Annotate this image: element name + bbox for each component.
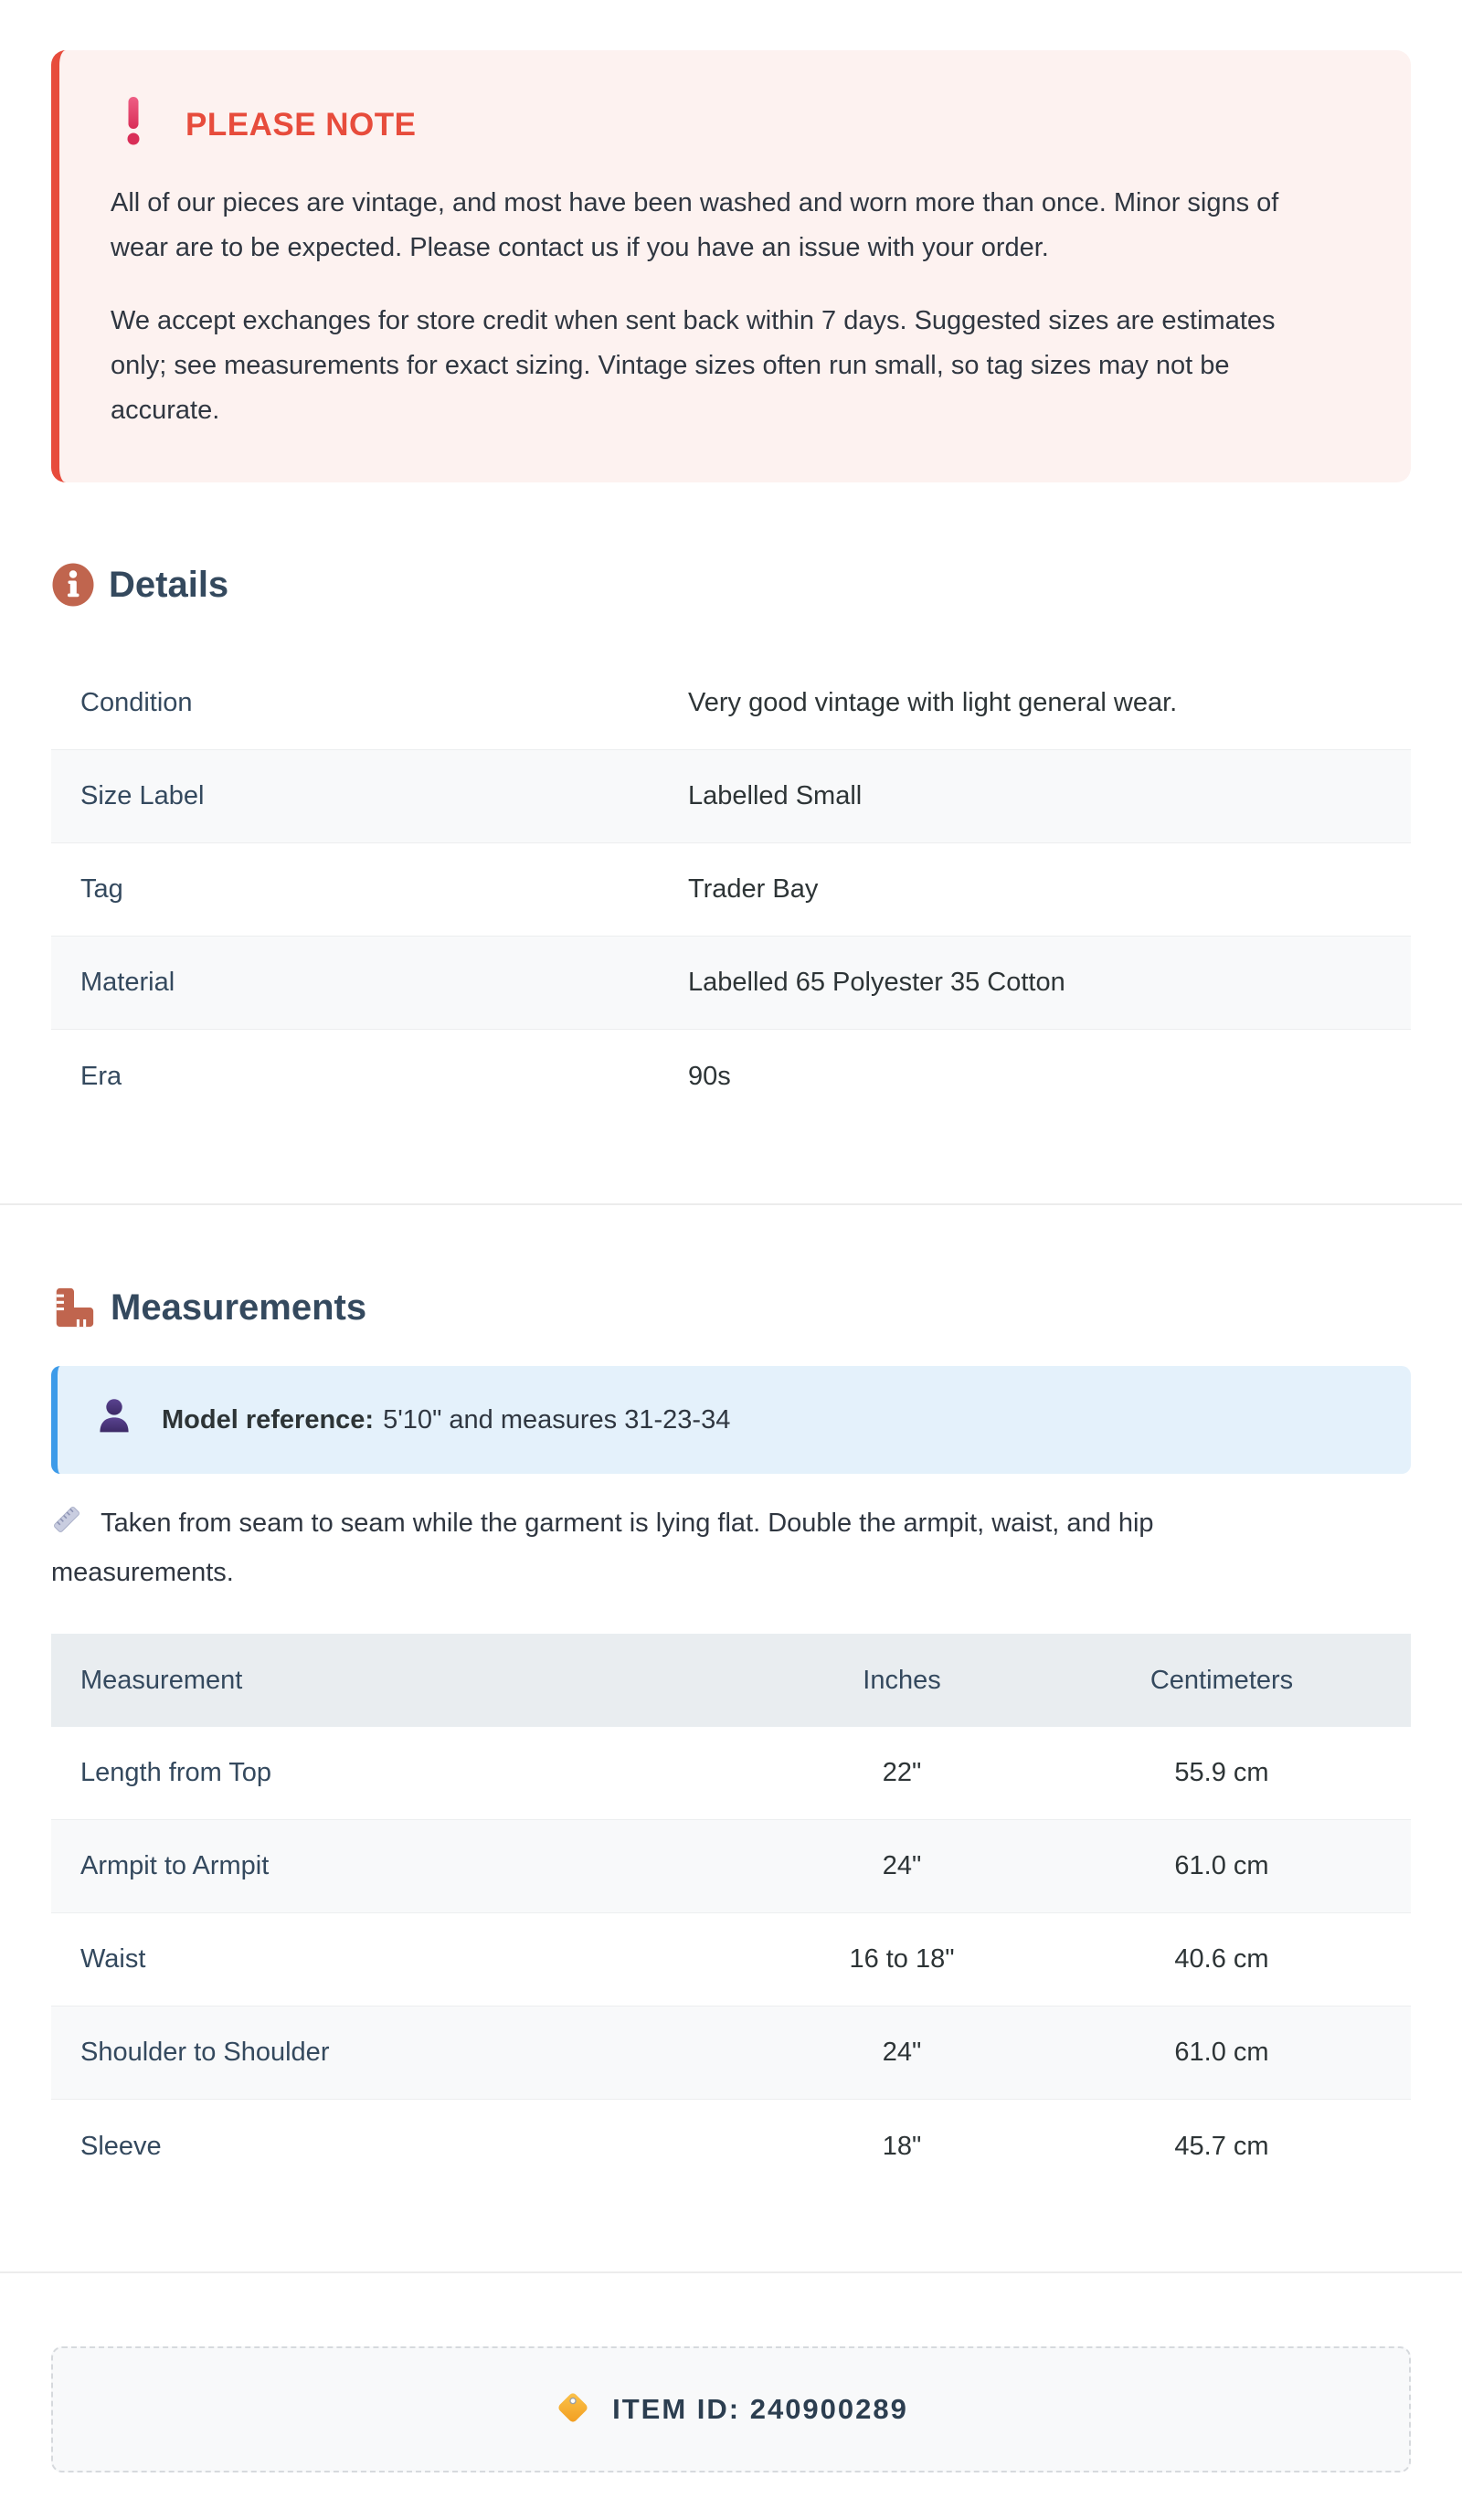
details-heading [51, 563, 1411, 607]
table-header-row [51, 1634, 1411, 1727]
table-row [51, 657, 1411, 750]
details-table [51, 657, 1411, 1123]
cm-value: 55.9 cm [1174, 1758, 1269, 1788]
table-row [51, 1030, 1411, 1123]
table-row [51, 2006, 1411, 2100]
cm-value: 61.0 cm [1174, 2038, 1269, 2068]
model-reference-label: Model reference: [162, 1404, 375, 1435]
cm-value: 61.0 cm [1174, 1851, 1269, 1881]
measurement-name: Waist [80, 1944, 146, 1975]
detail-value: Very good vintage with light general wear. [688, 688, 1178, 718]
column-header: Measurement [80, 1665, 243, 1695]
measurement-name: Shoulder to Shoulder [80, 2038, 330, 2068]
details-title: Details [109, 564, 229, 605]
ruler-combined-icon [51, 1286, 97, 1329]
measuring-note-text: Taken from seam to seam while the garment is lying flat. Double the armpit, waist, and hip measurements. [51, 1509, 1154, 1587]
table-row [51, 1913, 1411, 2006]
note-paragraph: We accept exchanges for store credit when sent back within 7 days. Suggested sizes are estimates only; see measurements for exact sizing. Vintage sizes often run small, so tag sizes may not be accurate. [111, 305, 1276, 426]
detail-label: Condition [80, 688, 193, 718]
model-reference-callout [51, 1366, 1411, 1474]
please-note-header [111, 96, 1360, 154]
table-row [51, 937, 1411, 1030]
inches-value: 18" [882, 2131, 922, 2161]
inches-value: 24" [882, 2038, 922, 2068]
measuring-note [51, 1501, 1266, 1595]
table-row [51, 750, 1411, 843]
inches-value: 16 to 18" [849, 1944, 955, 1975]
detail-label: Tag [80, 874, 123, 905]
column-header: Centimeters [1149, 1665, 1294, 1695]
straight-ruler-icon [51, 1512, 90, 1541]
table-row [51, 1820, 1411, 1913]
cm-value: 45.7 cm [1174, 2131, 1269, 2161]
column-header: Inches [863, 1665, 941, 1695]
item-id-box [51, 2346, 1411, 2472]
detail-label: Size Label [80, 781, 205, 811]
section-divider [0, 2271, 1462, 2273]
person-icon [94, 1396, 134, 1444]
exclamation-icon [125, 96, 142, 154]
detail-label: Era [80, 1061, 122, 1091]
section-divider [0, 1203, 1462, 1205]
detail-value: Labelled Small [688, 781, 863, 811]
measurements-heading [51, 1286, 1411, 1329]
please-note-alert [51, 50, 1411, 482]
please-note-title: PLEASE NOTE [185, 106, 417, 143]
detail-label: Material [80, 968, 175, 998]
measurements-title: Measurements [111, 1286, 367, 1328]
detail-value: 90s [688, 1061, 731, 1091]
measurements-table [51, 1634, 1411, 2193]
table-row [51, 2100, 1411, 2193]
inches-value: 24" [882, 1851, 922, 1881]
measurement-name: Armpit to Armpit [80, 1851, 270, 1881]
detail-value: Labelled 65 Polyester 35 Cotton [688, 968, 1065, 998]
measurement-name: Length from Top [80, 1758, 272, 1788]
info-icon [51, 563, 95, 607]
table-row [51, 1727, 1411, 1820]
cm-value: 40.6 cm [1174, 1944, 1269, 1975]
tag-icon [554, 2388, 592, 2431]
detail-value: Trader Bay [688, 874, 819, 905]
note-paragraph: All of our pieces are vintage, and most have been washed and worn more than once. Minor signs of wear are to be expected. Please contact us if you have an issue with your order. [111, 188, 1279, 263]
table-row [51, 843, 1411, 937]
inches-value: 22" [882, 1758, 922, 1788]
item-id-text: ITEM ID: 240900289 [612, 2393, 908, 2426]
measurement-name: Sleeve [80, 2131, 162, 2161]
model-reference-value: 5'10" and measures 31-23-34 [383, 1404, 731, 1435]
